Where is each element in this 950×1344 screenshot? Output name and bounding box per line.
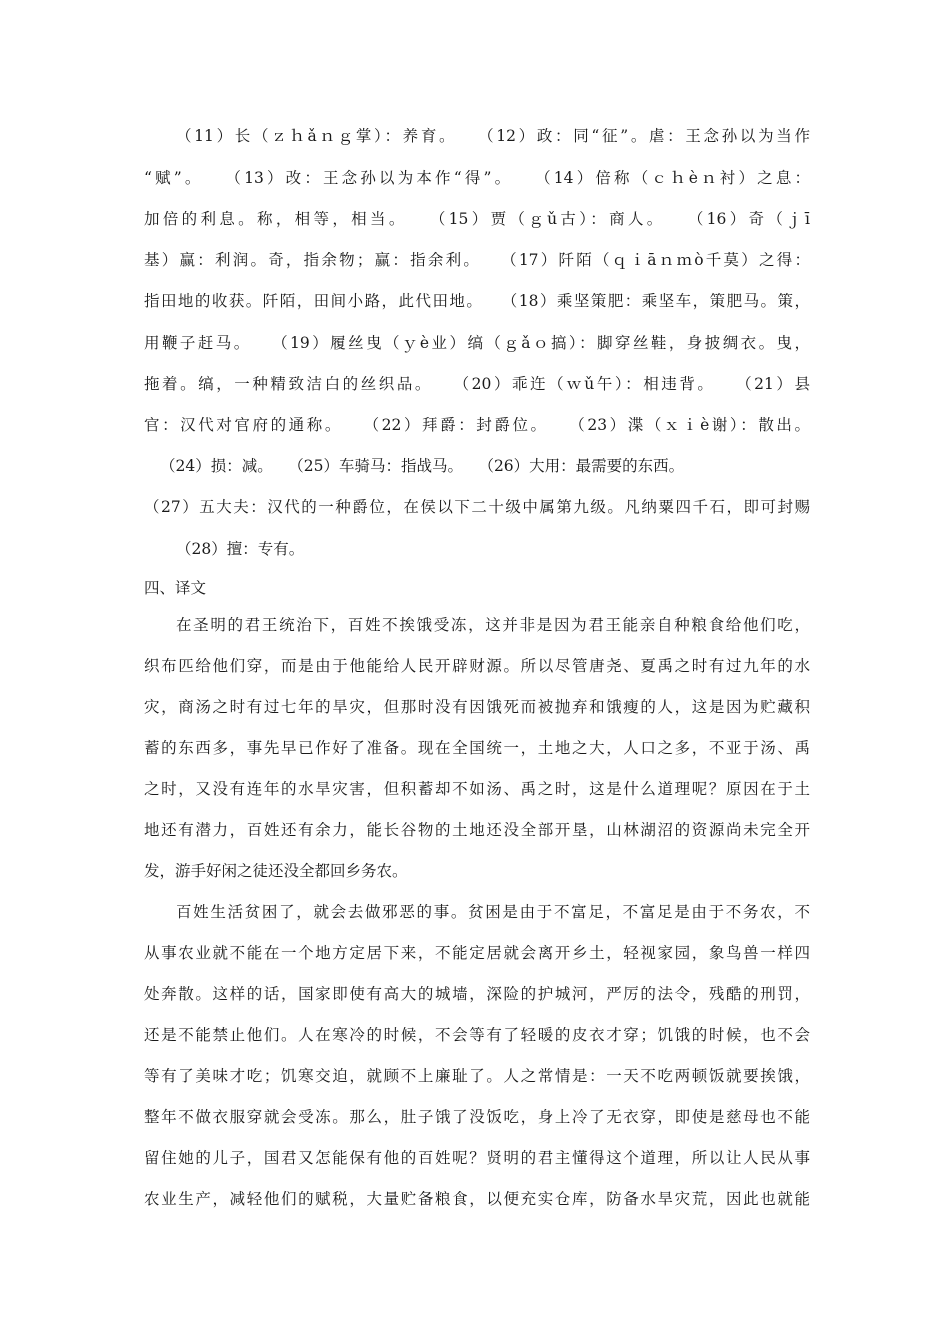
note-line: 用鞭子赶马。 （19）履丝曳（ｙè业）缟（ｇǎｏ搞）：脚穿丝鞋，身披绸衣。曳，: [144, 334, 810, 352]
translation-line: 百姓生活贫困了，就会去做邪恶的事。贫困是由于不富足，不富足是由于不务农，不: [176, 903, 810, 921]
translation-line: 蓄的东西多，事先早已作好了准备。现在全国统一，土地之大，人口之多，不亚于汤、禹: [144, 739, 810, 757]
note-line: （24）损：减。 （25）车骑马：指战马。 （26）大用：最需要的东西。: [160, 457, 685, 475]
translation-line: 还是不能禁止他们。人在寒冷的时候，不会等有了轻暖的皮衣才穿；饥饿的时候，也不会: [144, 1026, 810, 1044]
translation-line: 留住她的儿子，国君又怎能保有他的百姓呢？贤明的君主懂得这个道理，所以让人民从事: [144, 1149, 810, 1167]
translation-line: 从事农业就不能在一个地方定居下来，不能定居就会离开乡土，轻视家园，象鸟兽一样四: [144, 944, 810, 962]
translation-line: 在圣明的君王统治下，百姓不挨饿受冻，这并非是因为君王能亲自种粮食给他们吃，: [176, 616, 810, 634]
translation-line: 农业生产，减轻他们的赋税，大量贮备粮食，以便充实仓库，防备水旱灾荒，因此也就能: [144, 1190, 810, 1208]
translation-line: 等有了美味才吃；饥寒交迫，就顾不上廉耻了。人之常情是：一天不吃两顿饭就要挨饿，: [144, 1067, 810, 1085]
translation-line: 织布匹给他们穿，而是由于他能给人民开辟财源。所以尽管唐尧、夏禹之时有过九年的水: [144, 657, 810, 675]
note-line: （28）擅：专有。: [176, 540, 305, 558]
translation-line: 处奔散。这样的话，国家即使有高大的城墙，深险的护城河，严厉的法令，残酷的刑罚，: [144, 985, 810, 1003]
translation-line: 灾，商汤之时有过七年的旱灾，但那时没有因饿死而被抛弃和饿瘦的人，这是因为贮藏积: [144, 698, 810, 716]
section-heading: 四、译文: [144, 579, 207, 597]
note-line: 指田地的收获。阡陌，田间小路，此代田地。 （18）乘坚策肥：乘坚车，策肥马。策，: [144, 292, 810, 310]
note-line: “赋”。 （13）改：王念孙以为本作“得”。 （14）倍称（ｃｈèｎ衬）之息：: [144, 169, 810, 187]
note-line: 加倍的利息。称，相等，相当。 （15）贾（ｇǔ古）：商人。 （16）奇（ｊī: [144, 210, 810, 228]
translation-line: 整年不做衣服穿就会受冻。那么，肚子饿了没饭吃，身上冷了无衣穿，即使是慈母也不能: [144, 1108, 810, 1126]
translation-line: 地还有潜力，百姓还有余力，能长谷物的土地还没全部开垦，山林湖沼的资源尚未完全开: [144, 821, 810, 839]
note-line: 拖着。缟，一种精致洁白的丝织品。 （20）乖迕（ｗǔ午）：相违背。 （21）县: [144, 375, 810, 393]
note-line: （27）五大夫：汉代的一种爵位，在侯以下二十级中属第九级。凡纳粟四千石，即可封赐: [144, 498, 810, 516]
note-line: 基）赢：利润。奇，指余物；赢：指余利。 （17）阡陌（ｑｉāｎｍò千莫）之得：: [144, 251, 810, 269]
translation-line: 发，游手好闲之徒还没全都回乡务农。: [144, 862, 408, 880]
note-line: 官：汉代对官府的通称。 （22）拜爵：封爵位。 （23）渫（ｘｉè谢）：散出。: [144, 416, 810, 434]
translation-line: 之时，又没有连年的水旱灾害，但积蓄却不如汤、禹之时，这是什么道理呢？原因在于土: [144, 780, 810, 798]
note-line: （11）长（ｚｈǎｎｇ掌）：养育。 （12）政：同“征”。虐：王念孙以为当作: [176, 127, 810, 145]
